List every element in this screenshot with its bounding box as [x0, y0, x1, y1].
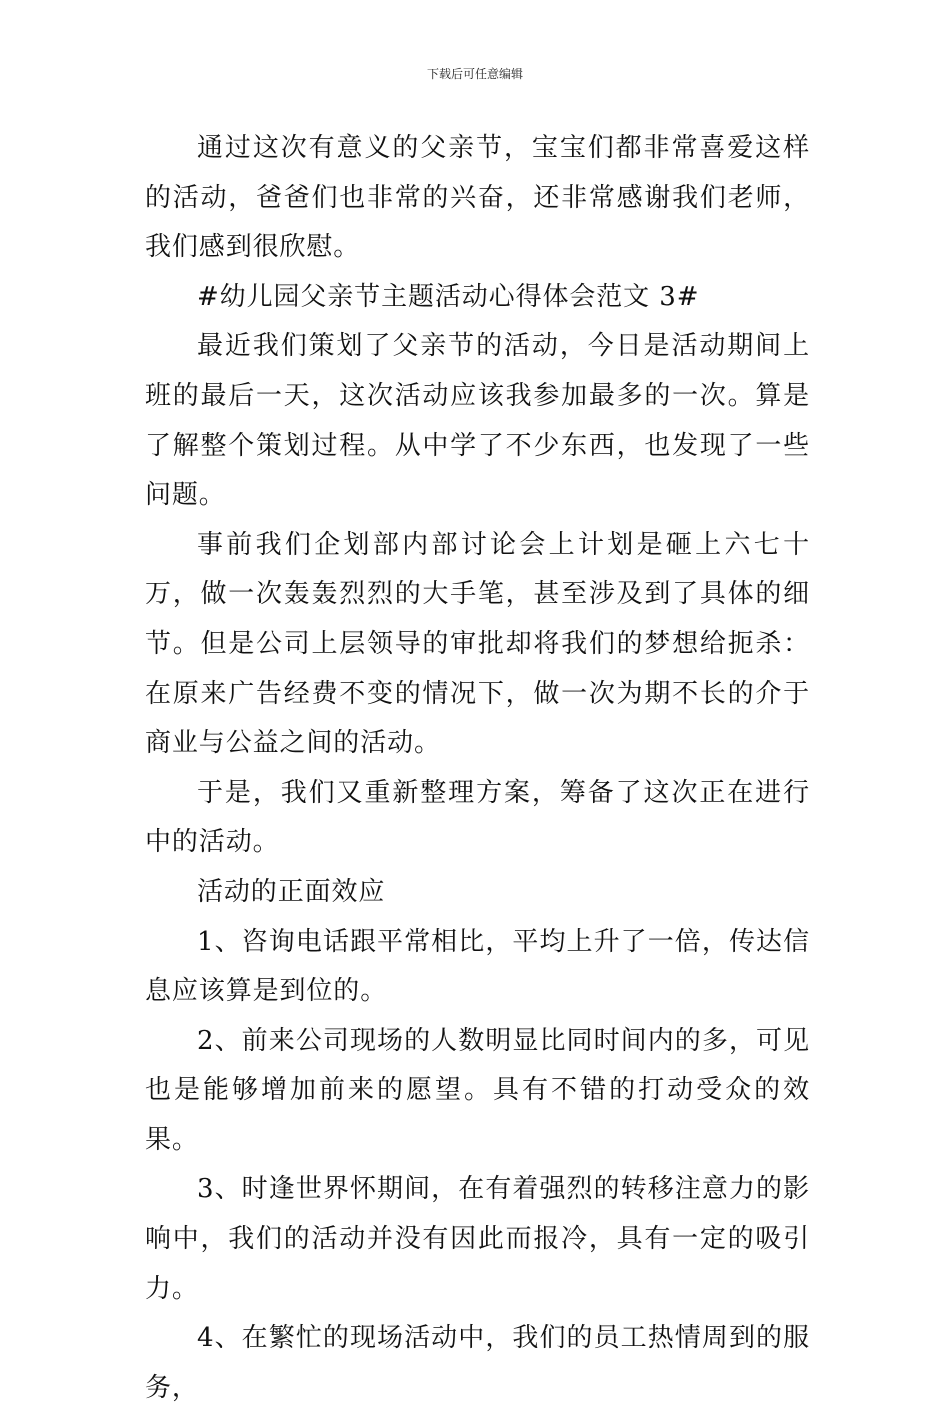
paragraph: 最近我们策划了父亲节的活动，今日是活动期间上班的最后一天，这次活动应该我参加最多的一次。算是了解整个策划过程。从中学了不少东西，也发现了一些问题。: [145, 331, 810, 511]
list-item: 2、前来公司现场的人数明显比同时间内的多，可见也是能够增加前来的愿望。具有不错的打动受众的效果。: [145, 1025, 810, 1155]
list-item: 1、咨询电话跟平常相比，平均上升了一倍，传达信息应该算是到位的。: [145, 926, 810, 1007]
paragraph: 通过这次有意义的父亲节，宝宝们都非常喜爱这样的活动，爸爸们也非常的兴奋，还非常感谢我们老师，我们感到很欣慰。: [145, 133, 810, 263]
paragraph: 事前我们企划部内部讨论会上计划是砸上六七十万，做一次轰轰烈烈的大手笔，甚至涉及到了具体的细节。但是公司上层领导的审批却将我们的梦想给扼杀：在原来广告经费不变的情况下，做一次为期不长的介于商业与公益之间的活动。: [145, 529, 810, 759]
page-header-note: 下载后可任意编辑: [426, 67, 523, 81]
subheading: 活动的正面效应: [197, 876, 386, 907]
list-item: 3、时逢世界怀期间，在有着强烈的转移注意力的影响中，我们的活动并没有因此而报冷，具有一定的吸引力。: [145, 1174, 810, 1304]
list-item: 4、在繁忙的现场活动中，我们的员工热情周到的服务，: [145, 1323, 810, 1403]
section-heading: #幼儿园父亲节主题活动心得体会范文 3#: [197, 281, 700, 312]
document-body: [145, 124, 810, 1413]
paragraph: 于是，我们又重新整理方案，筹备了这次正在进行中的活动。: [145, 777, 810, 858]
